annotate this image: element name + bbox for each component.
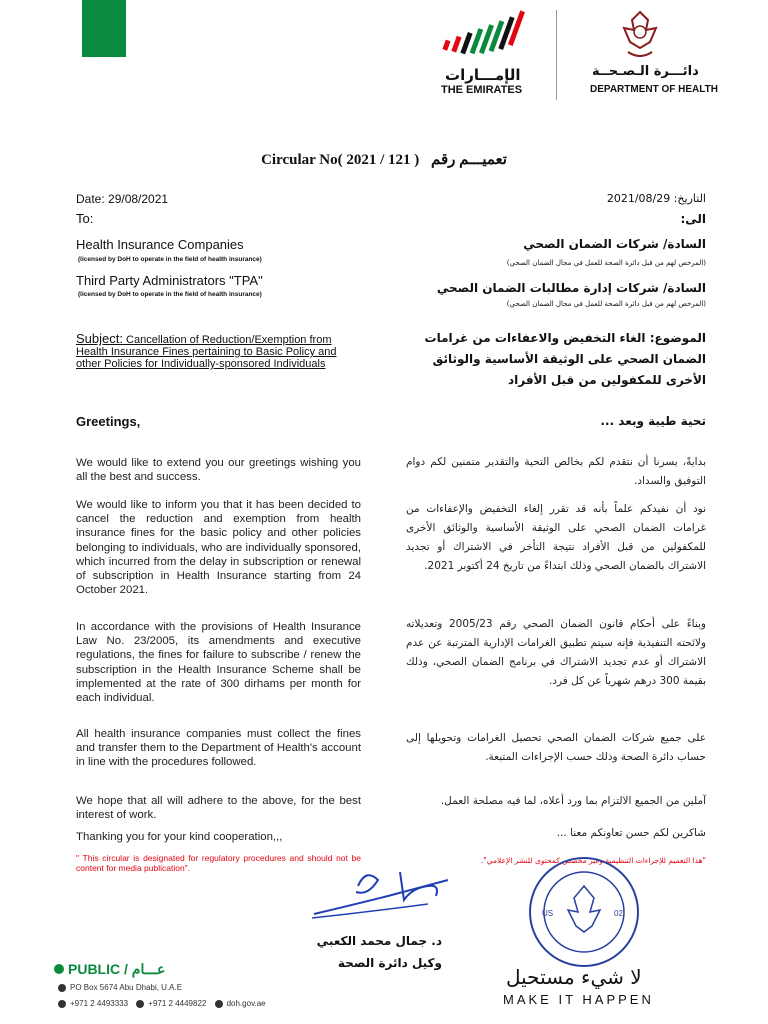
addressee-1-ar: السادة/ شركات الضمان الصحي — [523, 237, 706, 251]
greeting-ar: تحية طيبة وبعد ... — [600, 414, 706, 428]
addressee-1-en: Health Insurance Companies — [76, 237, 244, 252]
slogan-ar: لا شيء مستحيل — [506, 965, 642, 989]
paragraph-6-ar: شاكرين لكم حسن تعاونكم معنا ... — [556, 827, 706, 839]
paragraph-1-ar: بدايةً، يسرنا أن نتقدم لكم بخالص التحية والتقدير متمنين لكم دوام التوفيق والسداد. — [406, 456, 706, 487]
media-note-en: " This circular is designated for regulatory procedures and should not be content for media publication". — [76, 853, 361, 873]
classification-label — [54, 961, 165, 978]
addressee-2-note-ar: (المرخص لهم من قبل دائرة الصحة للعمل في مجال الضمان الصحي) — [506, 300, 706, 308]
doh-name-ar: دائـــرة الـصـحــة — [592, 64, 699, 79]
phone-text: +971 2 4493333 — [70, 999, 129, 1008]
paragraph-4-en: All health insurance companies must collect the fines and transfer them to the Department of Health's account in line with the procedures followed. — [76, 728, 361, 769]
paragraph-2-ar: نود أن نفيدكم علماً بأنه قد تقرر إلغاء التخفيض والإعفاءات من غرامات الضمان الصحي على الوثيقة الأساسية والوثائق الأخرى للمكفولين من قبل الأفراد نتيجة التأخر في الاشتراك أو تجديد الاشتراك بالضمان الصحي وذلك ابتداءً من تاريخ 24 أكتوبر 2021. — [406, 503, 706, 572]
emirates-name-ar: الإمـــارات — [445, 66, 521, 84]
date-ar: التاريخ: 2021/08/29 — [606, 192, 706, 205]
greeting-en: Greetings, — [76, 414, 141, 429]
slogan-en: MAKE IT HAPPEN — [503, 992, 654, 1007]
public-text: PUBLIC / عـــام — [68, 961, 166, 977]
addressee-2-ar: السادة/ شركات إدارة مطالبات الضمان الصحي — [436, 281, 706, 295]
addressee-1-note-en: (licensed by DoH to operate in the field of health insurance) — [78, 256, 262, 263]
paragraph-5-ar: آملين من الجميع الالتزام بما ورد أعلاه، لما فيه مصلحة العمل. — [440, 795, 706, 807]
signer-block — [282, 930, 442, 974]
doh-name-en: DEPARTMENT OF HEALTH — [590, 84, 718, 95]
paragraph-6-en: Thanking you for your kind cooperation,,, — [76, 831, 283, 843]
subject-ar: الموضوع: الغاء التخفيض والاعفاءات من غرامات الضمان الصحي على الوثيقة الأساسية والوثائق الأخرى للمكفولين من قبل الأفراد — [424, 331, 706, 387]
web-text: doh.gov.ae — [226, 999, 266, 1008]
phone-icon — [58, 1000, 66, 1008]
green-header-tab — [82, 0, 126, 57]
signer-title: وكيل دائرة الصحة — [337, 956, 442, 970]
stamp-right-code: 02 — [614, 909, 623, 918]
paragraph-2-en: We would like to inform you that it has been decided to cancel the reduction and exemption from health insurance fines for the basic policy and other policies belonging to individuals, who are individually sponsored, which incurred from the delay in subscription or renewal of subscription in Health Insurance starting from 24 October 2021. — [76, 499, 361, 597]
public-dot-icon — [54, 964, 64, 974]
header-divider — [556, 10, 557, 100]
media-note-ar: "هذا التعميم للإجراءات التنظيمية وغير مخصص كمحتوى للنشر الإعلامي". — [480, 856, 706, 865]
subject-label: Subject: — [76, 331, 123, 346]
addressee-2-note-en: (licensed by DoH to operate in the field of health insurance) — [78, 291, 262, 298]
addressee-1-note-ar: (المرخص لهم من قبل دائرة الصحة للعمل في مجال الضمان الصحي) — [506, 259, 706, 267]
paragraph-1-en: We would like to extend you our greetings wishing you all the best and success. — [76, 457, 361, 484]
paragraph-5-en: We hope that all will adhere to the above, for the best interest of work. — [76, 795, 361, 822]
subject-text-en: Cancellation of Reduction/Exemption from Health Insurance Fines pertaining to Basic Policy and other Policies for Individually-sponsored Individuals — [76, 334, 337, 370]
contact-line — [58, 999, 266, 1008]
po-box — [58, 983, 182, 992]
web-icon — [215, 1000, 223, 1008]
addressee-2-en: Third Party Administrators "TPA" — [76, 273, 263, 288]
paragraph-4-ar: على جميع شركات الضمان الصحي تحصيل الغرامات وتحويلها إلى حساب دائرة الصحة وذلك حسب الإجراءات المتبعة. — [406, 732, 706, 763]
to-en: To: — [76, 211, 94, 226]
paragraph-3-en: In accordance with the provisions of Health Insurance Law No. 23/2005, its amendments and executive regulations, the fines for failure to subscribe / renew the subscription in the Health Insurance Scheme shall be implemented at the rate of 300 dirhams per month for each individual. — [76, 621, 361, 705]
department-stamp-icon — [520, 856, 710, 976]
signature-icon — [308, 866, 458, 926]
circular-number — [0, 150, 768, 169]
circular-title-en: Circular No( 2021 / 121 ) — [261, 152, 420, 168]
falcon-emblem-icon — [618, 8, 662, 62]
paragraph-3-ar: وبناءً على أحكام قانون الضمان الصحي رقم 2005/23 وتعديلاته ولائحته التنفيذية فإنه سيتم تطبيق الغرامات الإدارية المترتبة عن عدم الاشتراك أو عدم تجديد الاشتراك في برنامج الضمان الصحي، وذلك بقيمة 300 درهم شهرياً عن كل فرد. — [406, 618, 706, 687]
fax-text: +971 2 4449822 — [148, 999, 207, 1008]
fax-icon — [136, 1000, 144, 1008]
po-box-text: PO Box 5674 Abu Dhabi, U.A.E — [70, 983, 183, 992]
location-icon — [58, 984, 66, 992]
date-en: Date: 29/08/2021 — [76, 192, 169, 206]
subject-en — [76, 333, 344, 370]
stamp-left-code: US — [542, 909, 554, 918]
emirates-name-en: THE EMIRATES — [441, 84, 523, 96]
to-ar: الى: — [680, 212, 706, 226]
circular-title-ar: تعميـــم رقم — [431, 152, 507, 168]
signer-name: د. جمال محمد الكعبي — [316, 934, 442, 948]
